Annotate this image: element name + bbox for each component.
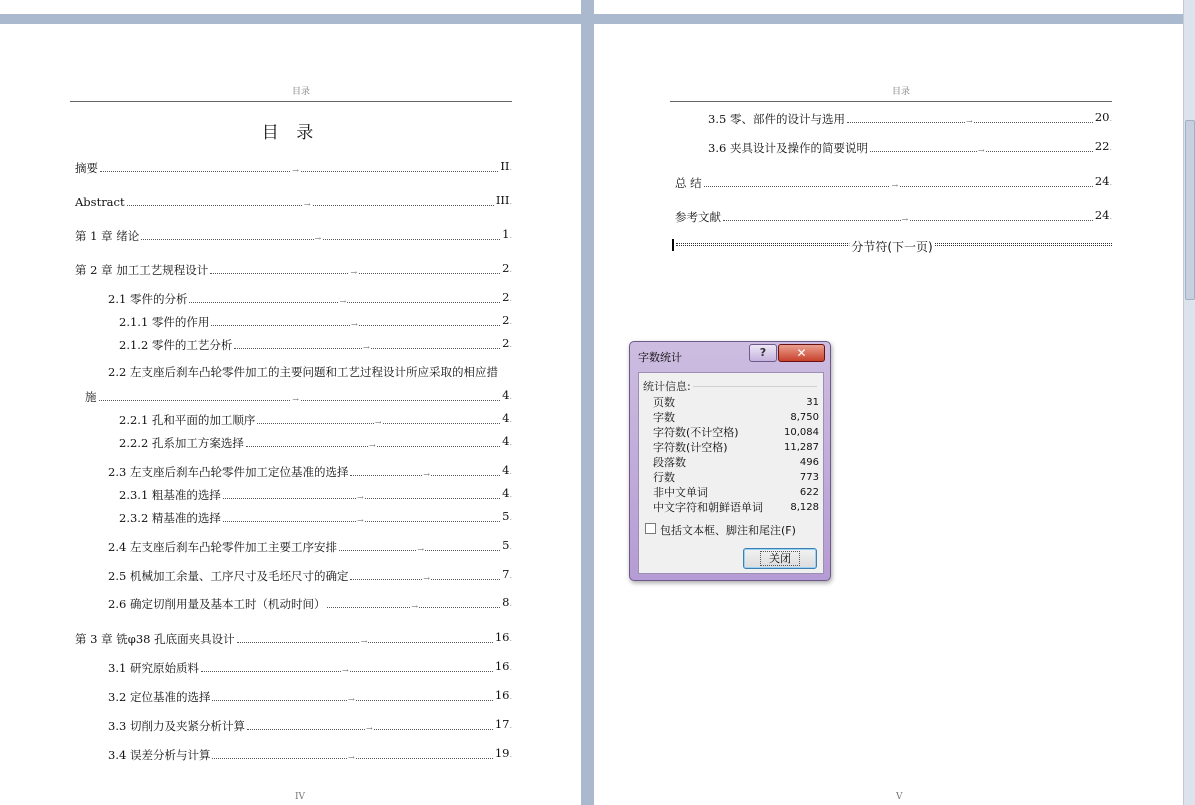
toc-entry[interactable]: 第 3 章 铣φ38 孔底面夹具设计 → 16 . — [75, 630, 512, 646]
document-page-iv[interactable] — [0, 24, 581, 805]
toc-entry[interactable]: 2.5 机械加工余量、工序尺寸及毛坯尺寸的确定 → 7 . — [108, 567, 512, 583]
toc-entry[interactable]: 参考文献 → 24 . — [675, 208, 1112, 224]
dialog-title: 字数统计 — [638, 351, 682, 364]
help-button[interactable]: ? — [749, 344, 777, 362]
page-header: 目录 — [292, 87, 311, 97]
section-break-next-page — [672, 239, 1112, 253]
header-rule — [70, 101, 512, 102]
toc-entry[interactable]: 2.3.1 粗基准的选择 → 4 . — [119, 486, 512, 502]
toc-entry[interactable]: 2.2.1 孔和平面的加工顺序 → 4 . — [119, 411, 512, 427]
toc-entry[interactable]: 2.3 左支座后刹车凸轮零件加工定位基准的选择 → 4 . — [108, 463, 512, 479]
toc-entry[interactable]: 2.1.2 零件的工艺分析 → 2 . — [119, 336, 512, 352]
include-textboxes-label[interactable]: 包括文本框、脚注和尾注(F) — [660, 524, 796, 537]
close-button[interactable]: 关闭 — [743, 548, 817, 569]
toc-entry[interactable]: 2.6 确定切削用量及基本工时（机动时间） → 8 . — [108, 595, 512, 611]
toc-entry[interactable]: 2.4 左支座后刹车凸轮零件加工主要工序安排 → 5 . — [108, 538, 512, 554]
toc-entry[interactable]: 第 1 章 绪论 → 1 . — [75, 227, 512, 243]
toc-entry[interactable]: Abstract → III . — [75, 193, 512, 209]
toc-entry[interactable]: 施 → 4 . — [85, 388, 512, 404]
toc-entry-wrapped[interactable]: 2.2 左支座后刹车凸轮零件加工的主要问题和工艺过程设计所应采取的相应措 — [108, 365, 498, 379]
toc-entry[interactable]: 2.2.2 孔系加工方案选择 → 4 . — [119, 434, 512, 450]
word-count-dialog[interactable] — [629, 341, 831, 581]
toc-entry[interactable]: 摘要 → II . — [75, 159, 512, 175]
toc-entry[interactable]: 3.1 研究原始质料 → 16 . — [108, 659, 512, 675]
include-textboxes-checkbox[interactable] — [645, 523, 656, 534]
toc-entry[interactable]: 总 结 → 24 . — [675, 174, 1112, 190]
toc-entry[interactable]: 3.4 误差分析与计算 → 19 . — [108, 746, 512, 762]
header-rule — [670, 101, 1112, 102]
toc-entry[interactable]: 3.5 零、部件的设计与选用 → 20 . — [708, 110, 1112, 126]
text-cursor — [672, 239, 674, 251]
close-icon[interactable]: ✕ — [778, 344, 825, 362]
toc-title: 目 录 — [261, 123, 320, 143]
previous-page-left-bottom — [0, 0, 581, 14]
statistics-group-label: 统计信息: — [643, 380, 691, 393]
toc-entry[interactable]: 2.1.1 零件的作用 → 2 . — [119, 313, 512, 329]
toc-entry[interactable]: 2.1 零件的分析 → 2 . — [108, 290, 512, 306]
page-footer-number: IV — [295, 792, 306, 802]
vertical-scrollbar[interactable] — [1183, 0, 1195, 805]
toc-entry[interactable]: 2.3.2 精基准的选择 → 5 . — [119, 509, 512, 525]
page-footer-number: V — [896, 792, 903, 802]
toc-entry[interactable]: 3.2 定位基准的选择 → 16 . — [108, 688, 512, 704]
toc-entry[interactable]: 第 2 章 加工工艺规程设计 → 2 . — [75, 261, 512, 277]
dialog-body: 统计信息: 页数 31 字数 8,750 字符数(不计空格) 10,084 字符数(计空格) 11,287 段落数 496 行数 773 非中文单词 622 中文字符和朝鲜语单词 8,128 包括文本框、脚注和尾注(F) 关闭 — [638, 372, 824, 574]
previous-page-right-bottom — [594, 0, 1183, 14]
section-break-label: 分节符(下一页) — [851, 240, 933, 254]
page-header: 目录 — [892, 87, 911, 97]
scrollbar-thumb[interactable] — [1185, 120, 1195, 300]
toc-entry[interactable]: 3.6 夹具设计及操作的简要说明 → 22 . — [708, 139, 1112, 155]
toc-entry[interactable]: 3.3 切削力及夹紧分析计算 → 17 . — [108, 717, 512, 733]
